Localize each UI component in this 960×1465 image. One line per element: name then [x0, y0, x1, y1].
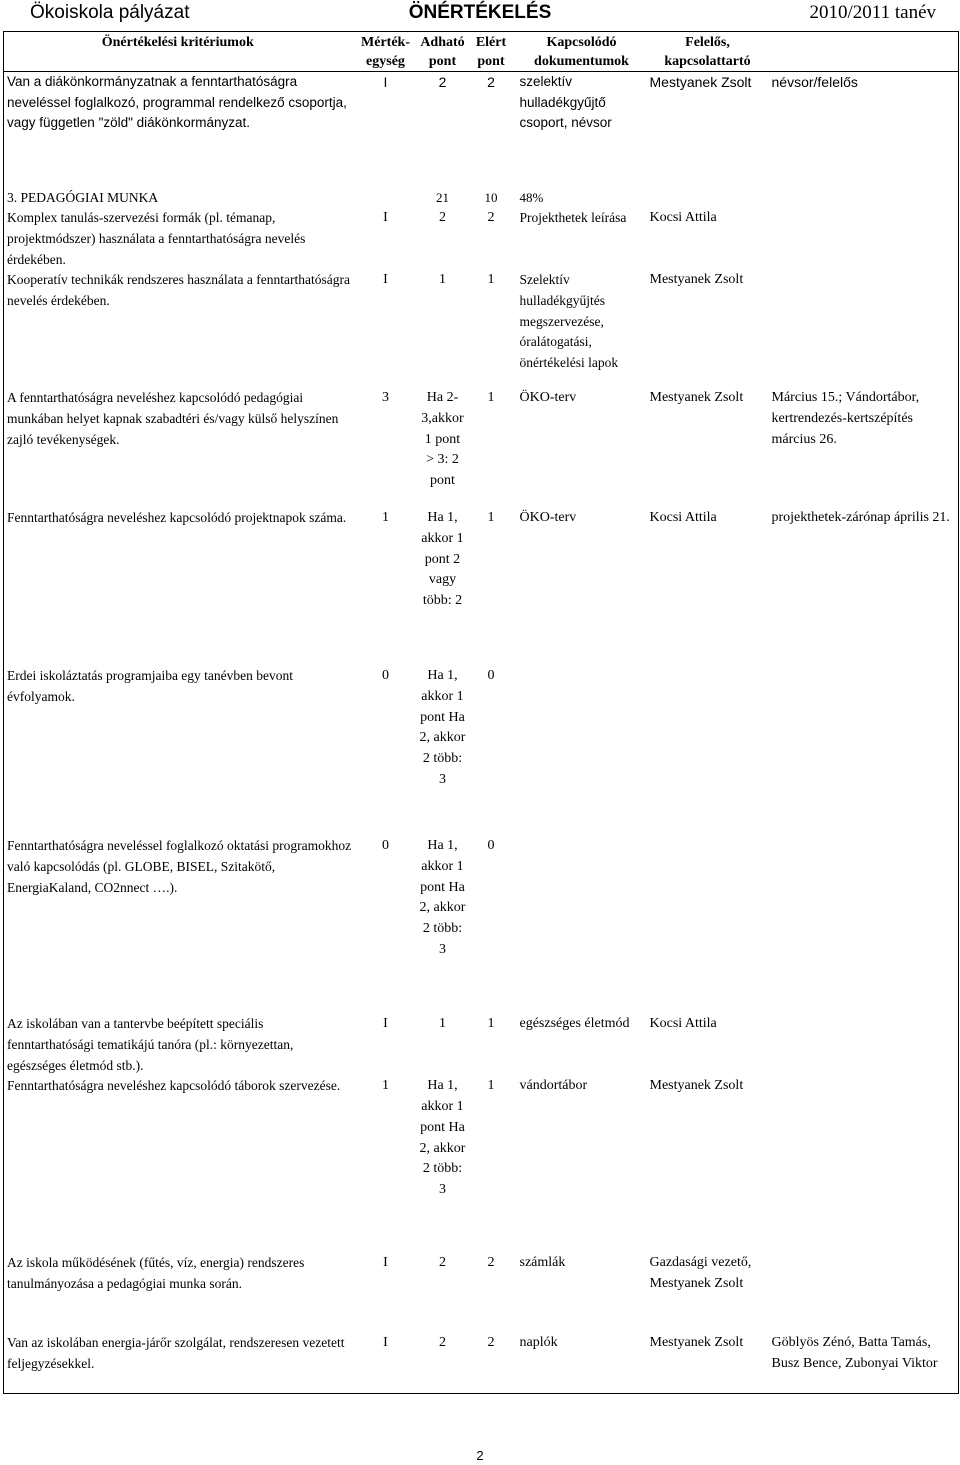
documents-cell: Projekthetek leírása	[519, 210, 627, 226]
achieved-points-cell: 10	[484, 189, 498, 205]
documents-cell: egészséges életmód	[519, 1016, 630, 1032]
note-cell: Göblyös Zénó, Batta Tamás, Busz Bence, Zubonyai Viktor	[771, 1335, 938, 1372]
criteria-cell: Komplex tanulás-szervezési formák (pl. témanap, projektmódszer) használata a fenntarthatóságra nevelés érdekében.	[7, 210, 306, 267]
col-header-resp: Felelős, kapcsolattartó	[647, 32, 769, 72]
documents-cell: vándortábor	[519, 1078, 588, 1094]
achieved-points-cell: 2	[487, 1255, 495, 1271]
documents-cell: ÖKO-terv	[519, 510, 577, 526]
table-row	[4, 208, 959, 270]
documents-cell	[517, 836, 647, 1014]
table-row	[4, 72, 959, 188]
note-cell: projekthetek-zárónap április 21.	[771, 510, 950, 526]
responsible-cell	[647, 666, 769, 836]
col-header-docs: Kapcsolódó dokumentumok	[517, 32, 647, 72]
documents-cell: ÖKO-terv	[519, 390, 577, 406]
criteria-cell: Fenntarthatóságra neveléssel foglalkozó oktatási programokhoz való kapcsolódás (pl. GLOBE, BISEL, Szitakötő, EnergiaKaland, CO2nnect ….).	[7, 838, 352, 895]
responsible-cell: Mestyanek Zsolt	[649, 272, 744, 288]
page-title: ÖNÉRTÉKELÉS	[408, 2, 552, 23]
section-row	[4, 188, 959, 209]
percentage-cell: 48%	[519, 189, 544, 205]
col-header-unit: Mérték-egység	[352, 32, 420, 72]
achieved-points-cell: 2	[487, 74, 495, 90]
note-cell: névsor/felelős	[771, 74, 858, 90]
documents-cell: számlák	[519, 1255, 566, 1271]
table-row	[4, 388, 959, 508]
criteria-cell: Erdei iskoláztatás programjaiba egy tanévben bevont évfolyamok.	[7, 668, 294, 705]
achieved-points-cell: 1	[487, 510, 495, 526]
responsible-cell: Kocsi Attila	[649, 210, 717, 226]
max-points-cell: 1	[439, 272, 446, 288]
responsible-cell: Mestyanek Zsolt	[649, 74, 752, 90]
criteria-cell: Van a diákönkormányzatnak a fenntarthatóságra neveléssel foglalkozó, programmal rendelkező csoportja, vagy független "zöld" diákönkormányzat.	[7, 74, 347, 131]
unit-cell: I	[383, 272, 388, 288]
achieved-points-cell: 2	[487, 1335, 495, 1351]
col-header-criteria: Önértékelési kritériumok	[4, 32, 352, 72]
note-cell	[769, 1253, 959, 1333]
documents-cell: naplók	[519, 1335, 558, 1351]
unit-cell: I	[383, 1016, 388, 1032]
documents-cell: Szelektív hulladékgyűjtés megszervezése, óralátogatási, önértékelési lapok	[519, 272, 619, 371]
responsible-cell: Gazdasági vezető, Mestyanek Zsolt	[649, 1255, 752, 1292]
responsible-cell: Kocsi Attila	[649, 510, 717, 526]
criteria-cell: Van az iskolában energia-járőr szolgálat, rendszeresen vezetett feljegyzésekkel.	[7, 1335, 345, 1372]
header-school-year: 2010/2011 tanév	[809, 2, 936, 23]
unit-cell: 3	[382, 390, 389, 406]
unit-cell: 1	[382, 510, 389, 526]
responsible-cell: Mestyanek Zsolt	[649, 1335, 744, 1351]
col-header-max: Adható pont	[420, 32, 466, 72]
unit-cell: 0	[382, 838, 389, 854]
note-cell	[769, 1076, 959, 1253]
table-header-row	[4, 32, 959, 72]
responsible-cell: Mestyanek Zsolt	[649, 1078, 744, 1094]
note-cell	[769, 188, 959, 209]
max-points-cell: 2	[438, 74, 447, 90]
criteria-cell: A fenntarthatóságra neveléshez kapcsolódó pedagógiai munkában helyet kapnak szabadtéri és/vagy külső helyszínen zajló tevékenységek.	[7, 390, 339, 447]
note-cell	[769, 208, 959, 270]
table-row	[4, 666, 959, 836]
table-row	[4, 1014, 959, 1076]
achieved-points-cell: 1	[487, 390, 495, 406]
responsible-cell: Mestyanek Zsolt	[649, 390, 744, 406]
max-points-cell: Ha 2-3,akkor 1 pont > 3: 2 pont	[421, 390, 464, 489]
max-points-cell: 2	[439, 1335, 446, 1351]
unit-cell: I	[383, 1335, 388, 1351]
max-points-cell: Ha 1, akkor 1 pont Ha 2, akkor 2 több: 3	[419, 1078, 466, 1197]
unit-cell: 0	[382, 668, 389, 684]
achieved-points-cell: 1	[487, 1078, 495, 1094]
table-row	[4, 836, 959, 1014]
max-points-cell: 2	[439, 210, 446, 226]
unit-cell: 1	[382, 1078, 389, 1094]
note-cell	[769, 1014, 959, 1076]
table-row	[4, 270, 959, 388]
table-row	[4, 1333, 959, 1393]
criteria-cell: Az iskolában van a tantervbe beépített speciális fenntarthatósági tematikájú tanóra (pl.: környezettan, egészséges életmód stb.).	[7, 1016, 294, 1073]
criteria-cell: Az iskola működésének (fűtés, víz, energia) rendszeres tanulmányozása a pedagógiai munka során.	[7, 1255, 305, 1292]
section-title: 3. PEDAGÓGIAI MUNKA	[7, 189, 159, 205]
table-row	[4, 1076, 959, 1253]
responsible-cell: Kocsi Attila	[649, 1016, 717, 1032]
achieved-points-cell: 0	[487, 838, 495, 854]
max-points-cell: 21	[436, 189, 449, 205]
criteria-cell: Fenntarthatóságra neveléshez kapcsolódó táborok szervezése.	[7, 1078, 341, 1094]
max-points-cell: Ha 1, akkor 1 pont Ha 2, akkor 2 több: 3	[419, 838, 466, 957]
table-row	[4, 1253, 959, 1333]
note-cell	[769, 270, 959, 388]
achieved-points-cell: 2	[487, 210, 495, 226]
documents-cell: szelektív hulladékgyűjtő csoport, névsor	[519, 74, 612, 131]
achieved-points-cell: 1	[487, 272, 495, 288]
unit-cell: I	[383, 210, 388, 226]
unit-cell	[352, 188, 420, 209]
header-left: Ökoiskola pályázat	[30, 2, 190, 23]
self-evaluation-table	[3, 31, 959, 1394]
responsible-cell	[647, 836, 769, 1014]
note-cell	[769, 666, 959, 836]
unit-cell: I	[383, 74, 388, 90]
documents-cell	[517, 666, 647, 836]
achieved-points-cell: 1	[487, 1016, 495, 1032]
criteria-cell: Fenntarthatóságra neveléshez kapcsolódó projektnapok száma.	[7, 510, 347, 526]
achieved-points-cell: 0	[487, 668, 495, 684]
unit-cell: I	[383, 1255, 388, 1271]
table-row	[4, 508, 959, 666]
note-cell: Március 15.; Vándortábor, kertrendezés-kertszépítés március 26.	[771, 390, 920, 447]
note-cell	[769, 836, 959, 1014]
max-points-cell: 1	[439, 1016, 446, 1032]
max-points-cell: 2	[439, 1255, 446, 1271]
criteria-cell: Kooperatív technikák rendszeres használata a fenntarthatóságra nevelés érdekében.	[7, 272, 350, 309]
max-points-cell: Ha 1, akkor 1 pont Ha 2, akkor 2 több: 3	[419, 668, 466, 787]
page-number: 2	[476, 1448, 484, 1463]
max-points-cell: Ha 1, akkor 1 pont 2 vagy több: 2	[421, 510, 464, 609]
responsible-cell	[647, 188, 769, 209]
col-header-achieved: Elért pont	[466, 32, 517, 72]
col-header-note	[769, 32, 959, 72]
